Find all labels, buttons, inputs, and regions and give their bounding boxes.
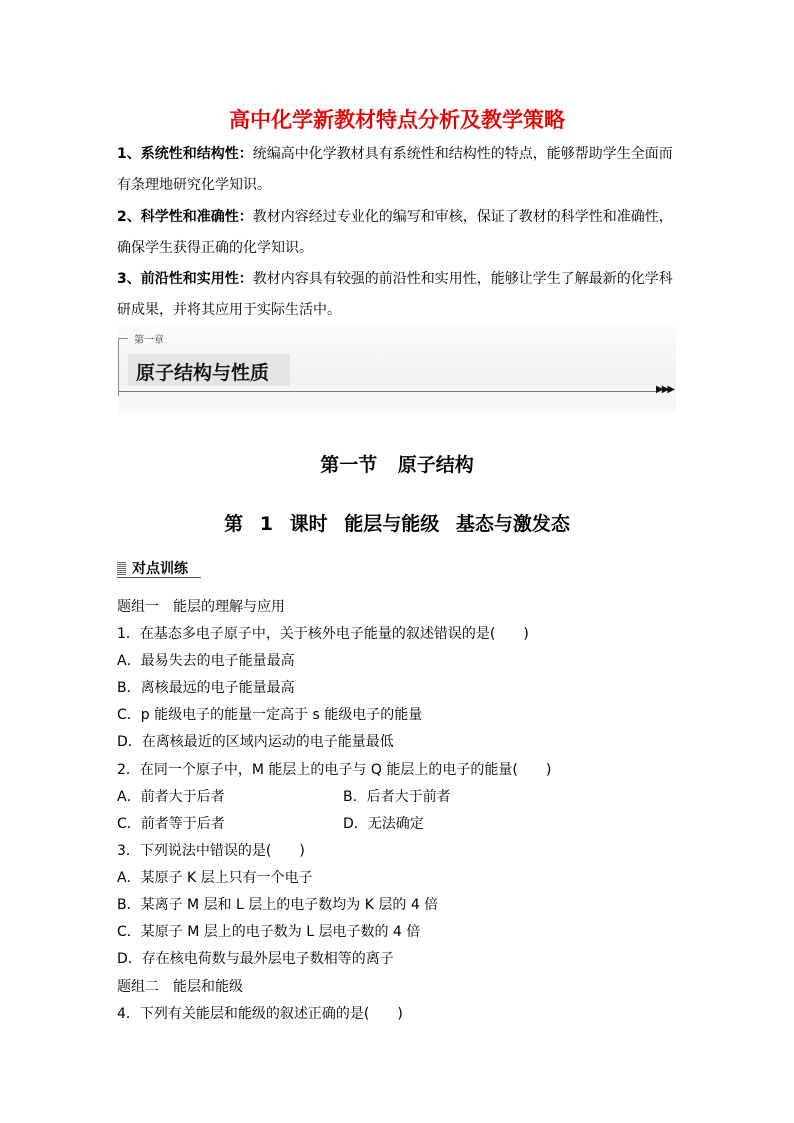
question-2-option-a: A．前者大于后者	[117, 789, 225, 805]
lesson-title: 第 1 课时 能层与能级 基态与激发态	[224, 513, 570, 535]
question-1-option-a: A．最易失去的电子能量最高	[117, 653, 295, 669]
chapter-banner	[118, 326, 676, 414]
question-3-option-b: B．某离子 M 层和 L 层上的电子数均为 K 层的 4 倍	[117, 897, 439, 913]
question-2-option-d: D．无法确定	[343, 816, 424, 832]
group-1-heading: 题组一 能层的理解与应用	[117, 599, 285, 615]
question-2: 2．在同一个原子中，M 能层上的电子与 Q 能层上的电子的能量( )	[117, 762, 552, 778]
practice-heading-label: 对点训练	[132, 561, 188, 577]
banner-left-rule	[118, 338, 119, 396]
intro-point-2-body: 教材内容经过专业化的编写和审核，保证了教材的科学性和准确性，确保学生获得正确的化学知识。	[117, 209, 673, 256]
intro-point-1	[117, 139, 682, 201]
intro-point-1-body: 统编高中化学教材具有系统性和结构性的特点，能够帮助学生全面而有条理地研究化学知识。	[117, 146, 673, 193]
group-2-heading: 题组二 能层和能级	[117, 979, 243, 995]
banner-top-rule	[118, 338, 128, 339]
document-title: 高中化学新教材特点分析及教学策略	[229, 108, 565, 132]
intro-point-2-lead: 2、科学性和准确性：	[117, 209, 253, 225]
question-2-option-b: B．后者大于前者	[343, 789, 451, 805]
question-1-option-d: D．在离核最近的区域内运动的电子能量最低	[117, 734, 394, 750]
question-3: 3．下列说法中错误的是( )	[117, 843, 305, 859]
question-3-option-a: A．某原子 K 层上只有一个电子	[117, 870, 313, 886]
question-3-option-c: C．某原子 M 层上的电子数为 L 层电子数的 4 倍	[117, 924, 421, 940]
question-4: 4．下列有关能层和能级的叙述正确的是( )	[117, 1006, 403, 1022]
intro-point-2	[117, 202, 682, 264]
intro-point-3-body: 教材内容具有较强的前沿性和实用性，能够让学生了解最新的化学科研成果，并将其应用于实际生活中。	[117, 271, 673, 318]
triple-arrow-icon: ▶▶▶	[656, 384, 674, 395]
banner-arrow-line	[118, 391, 658, 392]
section-title: 第一节 原子结构	[320, 454, 474, 476]
question-1-option-c: C．p 能级电子的能量一定高于 s 能级电子的能量	[117, 707, 423, 723]
practice-heading-underline	[117, 577, 201, 578]
question-1-option-b: B．离核最远的电子能量最高	[117, 680, 295, 696]
heading-marker-icon	[117, 561, 126, 575]
chapter-number: 第一章	[134, 335, 164, 346]
intro-point-3	[117, 264, 682, 326]
question-1: 1．在基态多电子原子中，关于核外电子能量的叙述错误的是( )	[117, 626, 529, 642]
question-3-option-d: D．存在核电荷数与最外层电子数相等的离子	[117, 951, 394, 967]
chapter-name: 原子结构与性质	[136, 362, 270, 384]
intro-point-3-lead: 3、前沿性和实用性：	[117, 271, 253, 287]
question-2-option-c: C．前者等于后者	[117, 816, 225, 832]
intro-point-1-lead: 1、系统性和结构性：	[117, 146, 253, 162]
